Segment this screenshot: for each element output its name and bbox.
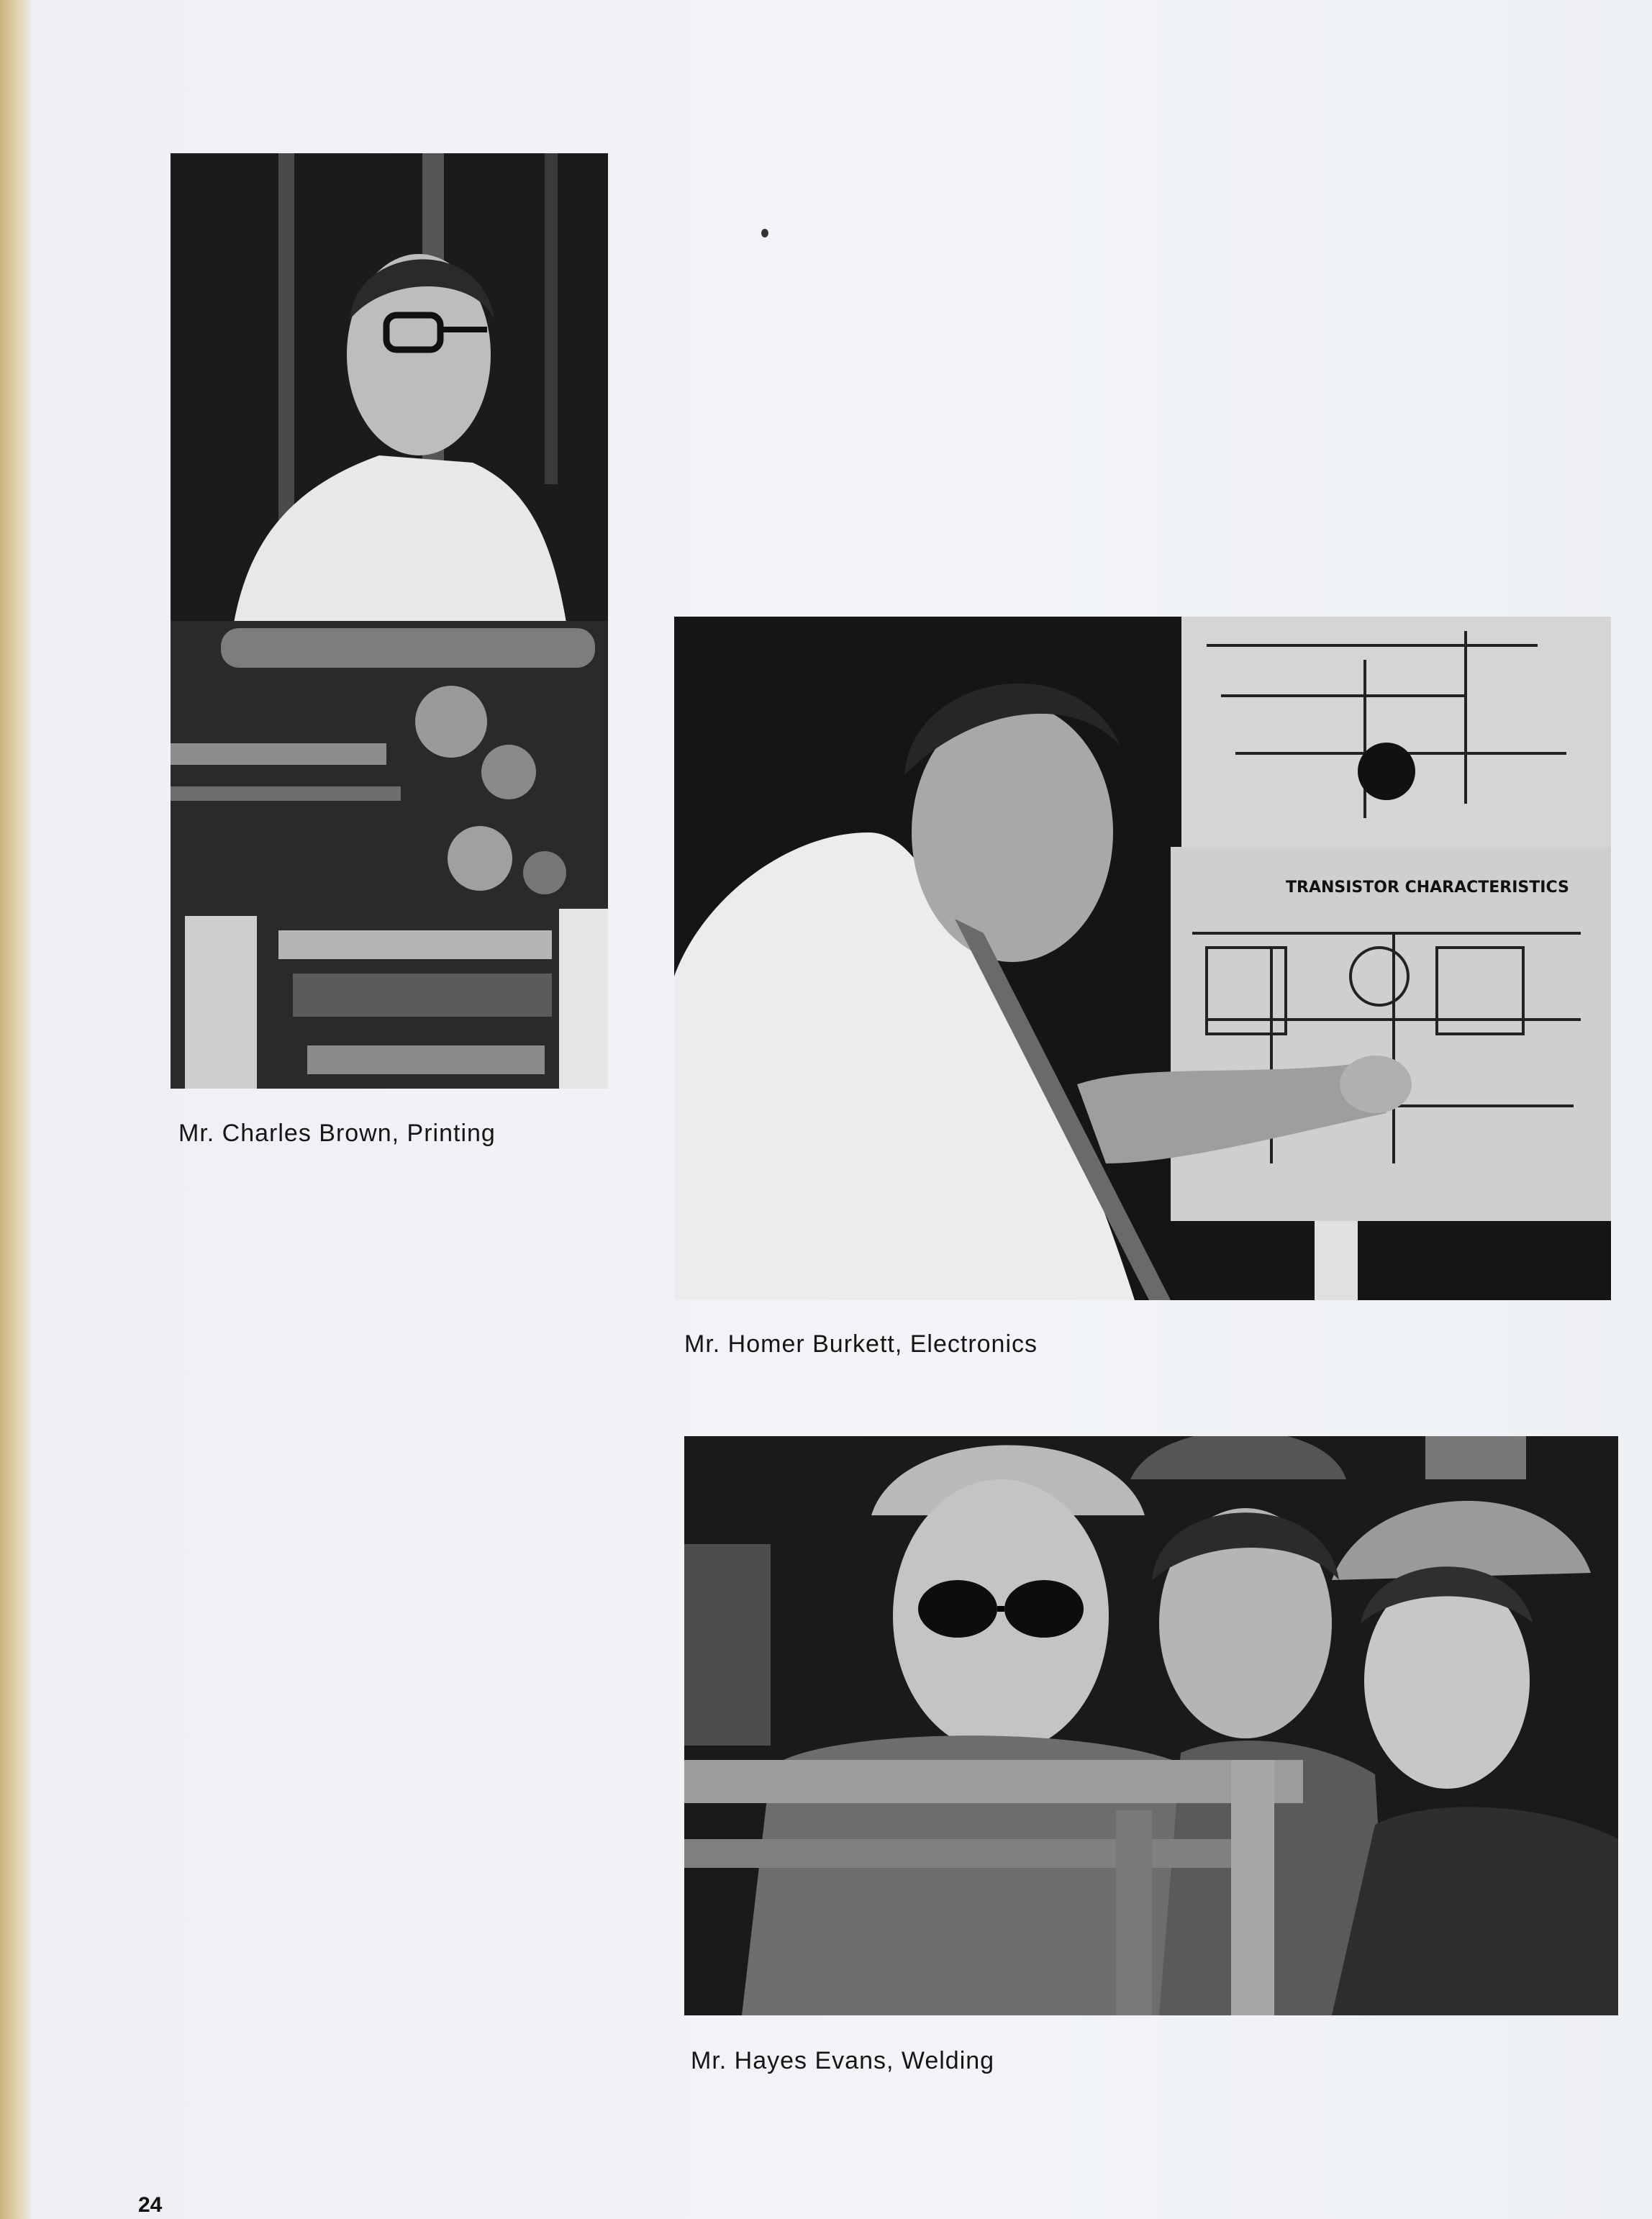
caption-homer-burkett: Mr. Homer Burkett, Electronics: [684, 1330, 1038, 1358]
electronics-board-photo: [674, 617, 1611, 1300]
printing-press-photo: [171, 153, 608, 1089]
caption-charles-brown: Mr. Charles Brown, Printing: [178, 1120, 496, 1147]
caption-hayes-evans: Mr. Hayes Evans, Welding: [691, 2047, 995, 2074]
page-binding-edge: [0, 0, 32, 2219]
board-title: TRANSISTOR CHARACTERISTICS: [1286, 879, 1569, 897]
photo-homer-burkett-electronics: [674, 617, 1611, 1300]
photo-charles-brown-printing: [171, 153, 608, 1089]
photo-hayes-evans-welding: [684, 1436, 1618, 2015]
print-speck: [761, 229, 768, 237]
page-number: 24: [138, 2193, 163, 2217]
welding-class-photo: [684, 1436, 1618, 2015]
